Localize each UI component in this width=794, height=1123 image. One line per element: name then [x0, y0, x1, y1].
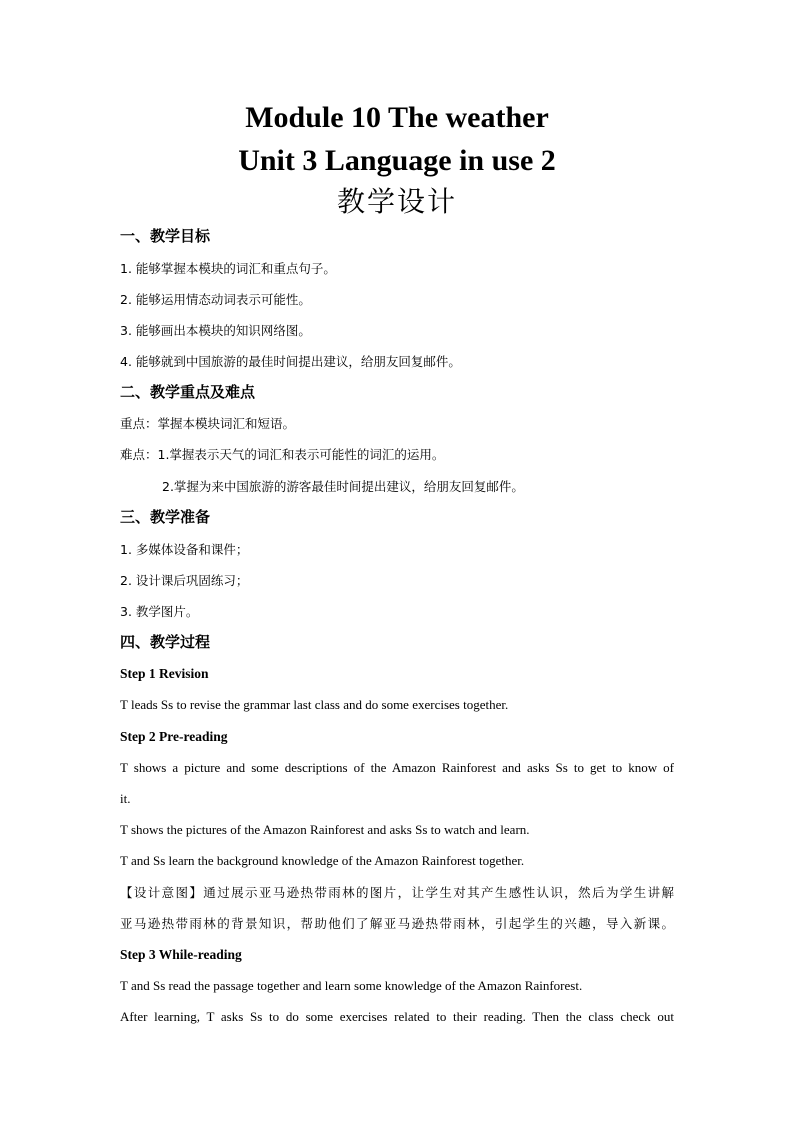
objective-item: 1. 能够掌握本模块的词汇和重点句子。 [120, 261, 336, 276]
design-intent-b: 亚马逊热带雨林的背景知识，帮助他们了解亚马逊热带雨林，引起学生的兴趣，导入新课。 [120, 916, 674, 931]
step-1-text: T leads Ss to revise the grammar last class and do some exercises together. [120, 697, 509, 712]
step-2-text-3: T and Ss learn the background knowledge of the Amazon Rainforest together. [120, 853, 525, 868]
heading-teaching-objectives: 一、教学目标 [120, 227, 211, 245]
step-2-text-1a: T shows a picture and some descriptions of the Amazon Rainforest and asks Ss to get to know of [120, 760, 674, 775]
key-point: 重点：掌握本模块词汇和短语。 [120, 416, 296, 431]
preparation-item: 1. 多媒体设备和课件； [120, 542, 249, 557]
objective-item: 2. 能够运用情态动词表示可能性。 [120, 292, 311, 307]
design-intent-a: 【设计意图】通过展示亚马逊热带雨林的图片，让学生对其产生感性认识，然后为学生讲解 [120, 885, 674, 900]
preparation-item: 2. 设计课后巩固练习； [120, 573, 249, 588]
step-1-title: Step 1 Revision [120, 666, 209, 681]
objective-item: 3. 能够画出本模块的知识网络图。 [120, 323, 311, 338]
title-module: Module 10 The weather [245, 101, 549, 134]
title-unit: Unit 3 Language in use 2 [238, 144, 556, 177]
step-3-text-1: T and Ss read the passage together and learn some knowledge of the Amazon Rainforest. [120, 978, 583, 993]
step-3-title: Step 3 While-reading [120, 947, 242, 962]
difficulty-1: 难点：1.掌握表示天气的词汇和表示可能性的词汇的运用。 [120, 447, 445, 462]
preparation-item: 3. 教学图片。 [120, 604, 199, 619]
difficulty-2: 2.掌握为来中国旅游的游客最佳时间提出建议，给朋友回复邮件。 [162, 479, 524, 494]
step-3-text-2: After learning, T asks Ss to do some exercises related to their reading. Then the class check out [120, 1009, 674, 1024]
heading-teaching-process: 四、教学过程 [120, 633, 211, 651]
heading-key-difficult-points: 二、教学重点及难点 [120, 383, 256, 401]
title-teaching-design: 教学设计 [336, 185, 457, 218]
objective-item: 4. 能够就到中国旅游的最佳时间提出建议，给朋友回复邮件。 [120, 354, 461, 369]
step-2-text-1b: it. [120, 791, 131, 806]
step-2-title: Step 2 Pre-reading [120, 729, 228, 744]
heading-teaching-preparation: 三、教学准备 [120, 508, 211, 526]
step-2-text-2: T shows the pictures of the Amazon Rainforest and asks Ss to watch and learn. [120, 822, 530, 837]
